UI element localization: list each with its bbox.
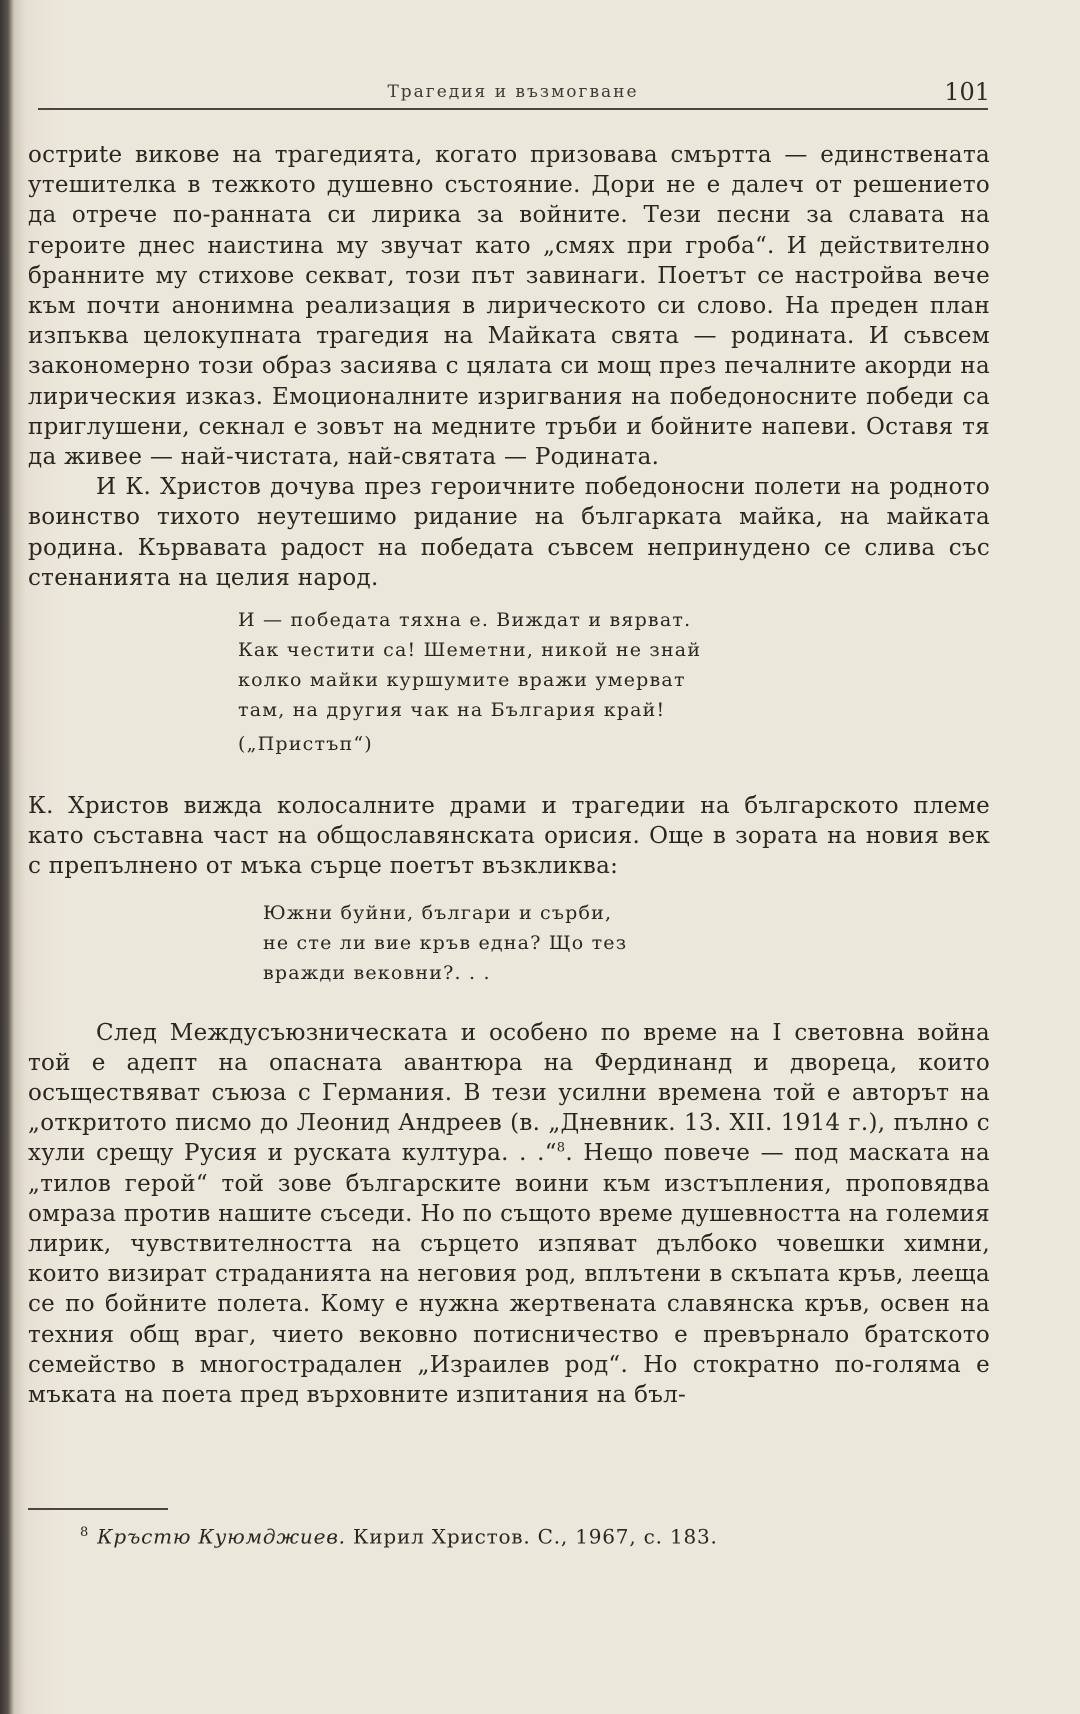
paragraph-2: И К. Христов дочува през героичните победоносни полети на родното воинство тихото неутешимо ридание на българката майка, на майката родина. Кървавата радост на победата съвсем непринудено се слива със стенанията на целия народ.	[28, 474, 990, 591]
verse-source: („Пристъп“)	[238, 733, 373, 756]
paragraph-4-rest: . Нещо повече — под маската на „тилов герой“ той зове българските воини към изстъпления, проповядва омраза против нашите съседи. Но по същото време душевността на големия лирик, чувствителността на сърцето изпяват дълбоко човешки химни, които визират страданията на неговия род, вплътени в скъпата кръв, лееща се по бойните полета. Кому е нужна жертвената славянска кръв, освен на техния общ враг, чието вековно потисничество е превърнало братското семейство в многострадален „Израилев род“. Но стократно по-голяма е мъката на поета пред върховните изпитания на бъл-	[28, 1140, 991, 1409]
page-header	[38, 78, 988, 114]
verse-line: колко майки куршумите вражи умерват	[238, 669, 686, 692]
verse-line: вражди вековни?. . .	[263, 961, 491, 984]
footnote-reference: 8	[556, 1140, 566, 1156]
verse-quote-2	[263, 898, 990, 988]
verse-quote-1	[238, 605, 990, 759]
verse-line: И — победата тяхна е. Виждат и вярват.	[238, 609, 692, 632]
verse-line: Как честити са! Шеметни, никой не знай	[238, 639, 702, 662]
paragraph-1: остриte викове на трагедията, когато призовава смъртта — единствената утешителка в тежкото душевно състояние. Дори не е далеч от решението да отрече по-ранната си лирика за войните. Тези песни за славата на героите днес наистина му звучат като „смях при гроба“. И действително бранните му стихове секват, този път завинаги. Поетът се настройва вече към почти анонимна реализация в лирическото си слово. На преден план изпъква целокупната трагедия на Майката свята — родината. И съвсем закономерно този образ засиява с цялата си мощ през печалните акорди на лирическия изказ. Емоционалните изригвания на победоносните победи са приглушени, секнал е зовът на медните тръби и бойните напеви. Оставя тя да живее — най-чистата, най-святата — Родината.	[28, 142, 990, 471]
footnote-text: Кирил Христов. С., 1967, с. 183.	[353, 1524, 718, 1549]
header-rule	[38, 108, 988, 110]
paragraph-4-start: След Междусъюзническата и особено по време на I световна война той е адепт на опасната авантюра на Фердинанд и двореца, които осъществяват съюза с Германия. В тези усилни времена той е авторът на „откритото писмо до Леонид Андреев (в. „Дневник. 13. XII. 1914 г.), пълно с хули срещу Русия и руската култура. . .“	[28, 1019, 990, 1167]
footnote	[80, 1518, 980, 1552]
verse-line: не сте ли вие кръв една? Що тез	[263, 931, 628, 954]
running-title: Трагедия и възмогване	[387, 82, 639, 102]
footnote-rule	[28, 1508, 168, 1510]
footnote-author: Кръстю Куюмджиев.	[97, 1524, 346, 1549]
paragraph-4	[28, 1018, 990, 1411]
paragraph-3: К. Христов вижда колосалните драми и трагедии на българското племе като съставна част на общославянската орисия. Още в зората на новия век с препълнено от мъка сърце поетът възкликва:	[28, 793, 990, 880]
verse-line: Южни буйни, българи и сърби,	[263, 901, 613, 924]
footnote-mark: 8	[80, 1525, 90, 1540]
page-number: 101	[944, 78, 990, 106]
verse-line: там, на другия чак на България край!	[238, 699, 666, 722]
body-text	[28, 140, 990, 1410]
